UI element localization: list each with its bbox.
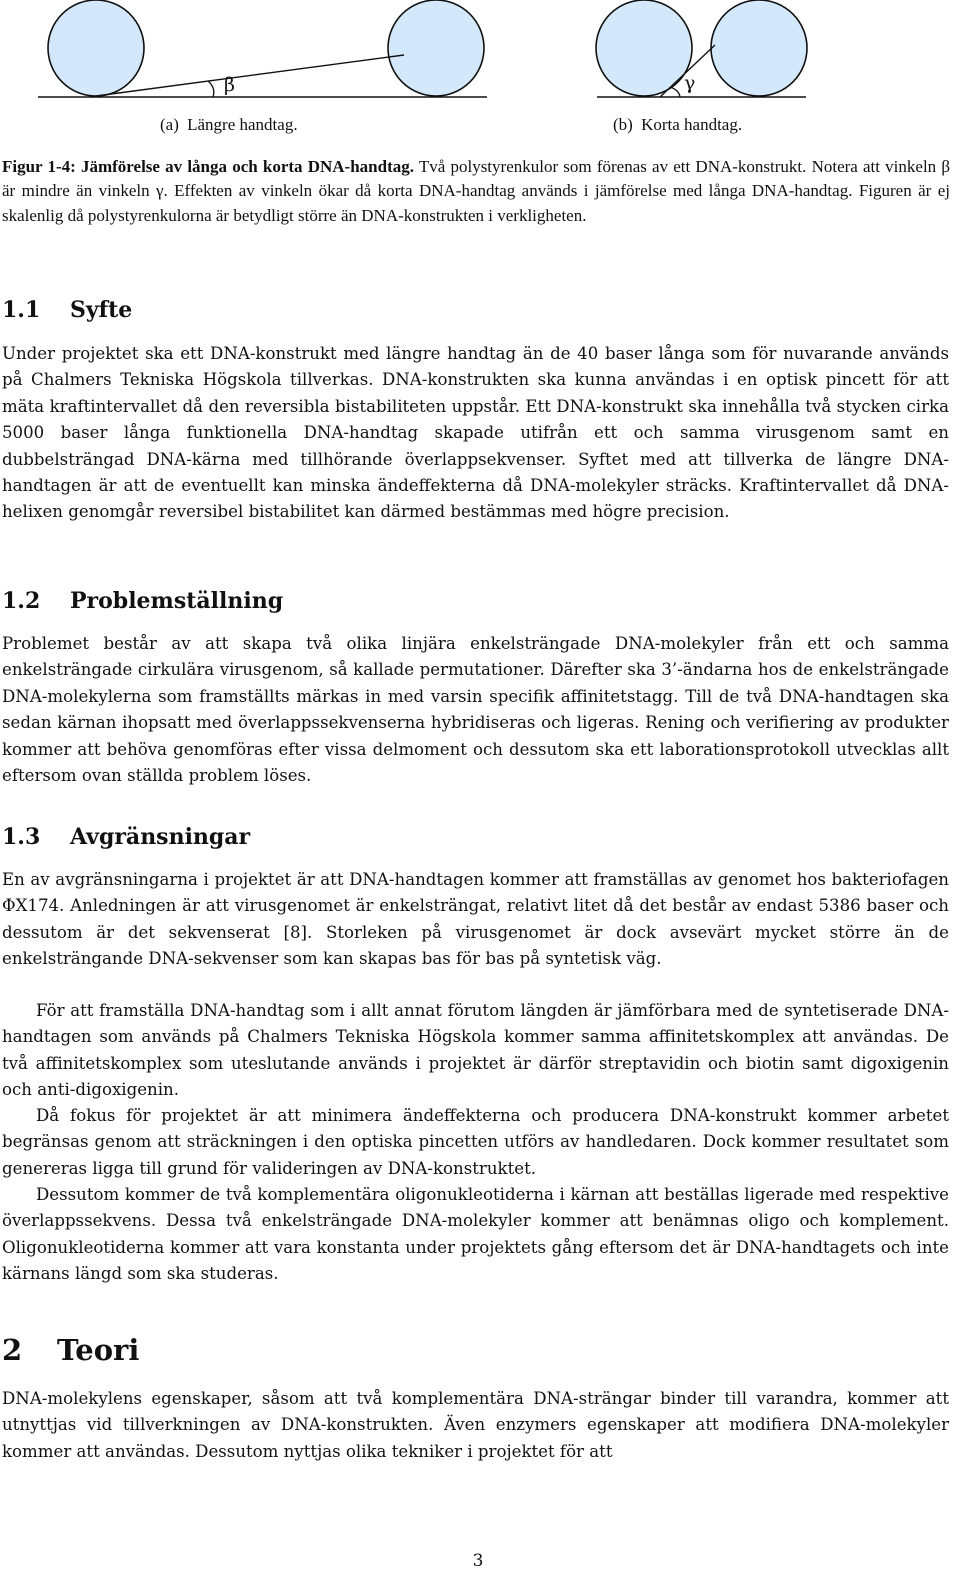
section-title: Avgränsningar <box>70 824 251 850</box>
subfigure-a-text: Längre handtag. <box>187 115 298 134</box>
angle-label-gamma: γ <box>684 72 696 94</box>
angle-arc-gamma <box>670 87 680 97</box>
subfigure-b-drawing <box>596 0 807 97</box>
page-number: 3 <box>472 1551 484 1571</box>
subfigure-b-caption <box>613 114 742 136</box>
angle-label-beta: β <box>224 74 235 96</box>
section-heading-avgransningar <box>2 823 250 851</box>
section-number: 1.3 <box>2 824 41 850</box>
subfigure-b-text: Korta handtag. <box>641 115 743 134</box>
chapter-heading-teori <box>2 1332 139 1368</box>
chapter-number: 2 <box>2 1333 23 1367</box>
subfigure-a-drawing <box>38 0 487 97</box>
paragraph-problemstallning: Problemet består av att skapa två olika linjära enkelsträngade DNA-molekyler från ett och samma enkelsträngade cirkulära virusgenom, så kallade permutationer. Därefter ska 3’-ändarna hos de enkelsträngade DNA-molekylerna som framställts märkas in med varsin specifik affinitetstagg. Till de två DNA-handtagen ska sedan kärnan ihopsatt med överlappssekvenserna hybridiseras och ligeras. Rening och verifiering av produkter kommer att behöva genomföras efter vissa delmoment och dessutom ska ett laborationsprotokoll utvecklas allt eftersom ovan ställda problem löses. <box>2 634 949 786</box>
bead-right-a <box>388 0 484 96</box>
paragraph-avgransningar-1: En av avgränsningarna i projektet är att DNA-handtagen kommer att framställas av genomet hos bakteriofagen ΦX174. Anledningen är att virusgenomet är enkelsträngat, relativt litet då det består av endast 5386 baser och dessutom är det sekvenserat [8]. Storleken på virusgenomet är dock avsevärt mycket större än de enkelsträngande DNA-sekvenser som kan skapas bas för bas på syntetisk väg. <box>2 870 949 969</box>
paragraph-teori: DNA-molekylens egenskaper, såsom att två komplementära DNA-strängar binder till varandra, kommer att utnyttjas vid tillverkningen av DNA-konstrukten. Även enzymers egenskaper att modifiera DNA-molekyler kommer att användas. Dessutom nyttjas olika tekniker i projektet för att <box>2 1389 949 1461</box>
section-heading-problemstallning <box>2 587 283 615</box>
chapter-title: Teori <box>57 1333 140 1367</box>
paragraph-avgransningar-4: Dessutom kommer de två komplementära oligonukleotiderna i kärnan att beställas ligerade med respektive överlappssekvens. Dessa två enkelsträngade DNA-molekyler kommer att benämnas oligo och komplement. Oligonukleotiderna kommer att vara konstanta under projektets gång eftersom det är DNA-handtagets och inte kärnans längd som ska studeras. <box>2 1185 949 1284</box>
bead-left-b <box>596 0 692 96</box>
subfigure-b-tag: (b) <box>613 115 633 134</box>
section-number: 1.2 <box>2 588 41 614</box>
section-title: Syfte <box>70 297 133 323</box>
figure-caption <box>2 155 950 228</box>
section-heading-syfte <box>2 296 132 324</box>
section-title: Problemställning <box>70 588 284 614</box>
section-number: 1.1 <box>2 297 41 323</box>
figure-1-4-illustration <box>0 0 960 110</box>
paragraph-avgransningar-3: Då fokus för projektet är att minimera ändeffekterna och producera DNA-konstrukt kommer arbetet begränsas genom att sträckningen i den optiska pincetten utförs av handledaren. Dock kommer resultatet som genereras ligga till grund för valideringen av DNA-konstruktet. <box>2 1106 949 1178</box>
paragraph-avgransningar-2: För att framställa DNA-handtag som i allt annat förutom längden är jämförbara med de syntetiserade DNA-handtagen som används på Chalmers Tekniska Högskola kommer samma affinitetskomplex att användas. De två affinitetskomplex som uteslutande används i projektet är därför streptavidin och biotin samt digoxigenin och anti-digoxigenin. <box>2 1001 949 1100</box>
figure-caption-text: Två polystyrenkulor som förenas av ett DNA-konstrukt. Notera att vinkeln β är mindre än vinkeln γ. Effekten av vinkeln ökar då korta DNA-handtag används i jämförelse med långa DNA-handtag. Figuren är ej skalenlig då polystyrenkulorna är betydligt större än DNA-konstrukten i verkligheten. <box>2 157 950 225</box>
subfigure-a-caption <box>160 114 298 136</box>
paragraph-syfte: Under projektet ska ett DNA-konstrukt med längre handtag än de 40 baser långa som för nuvarande används på Chalmers Tekniska Högskola tillverkas. DNA-konstrukten ska kunna användas i en optisk pincett för att mäta kraftintervallet då den reversibla bistabiliteten uppstår. Ett DNA-konstrukt ska innehålla två stycken cirka 5000 baser långa funktionella DNA-handtag skapade utifrån ett och samma virusgenom samt en dubbelsträngad DNA-kärna med tillhörande överlappsekvenser. Syftet med att tillverka de längre DNA-handtagen är att de eventuellt kan minska ändeffekterna då DNA-molekyler sträcks. Kraftintervallet då DNA-helixen genomgår reversibel bistabilitet kan därmed bestämmas med högre precision. <box>2 344 949 522</box>
bead-right-b <box>711 0 807 96</box>
subfigure-a-tag: (a) <box>160 115 179 134</box>
figure-caption-label: Figur 1-4: Jämförelse av långa och korta DNA-handtag. <box>2 157 414 176</box>
angle-arc-beta <box>208 81 214 97</box>
bead-left-a <box>48 0 144 96</box>
